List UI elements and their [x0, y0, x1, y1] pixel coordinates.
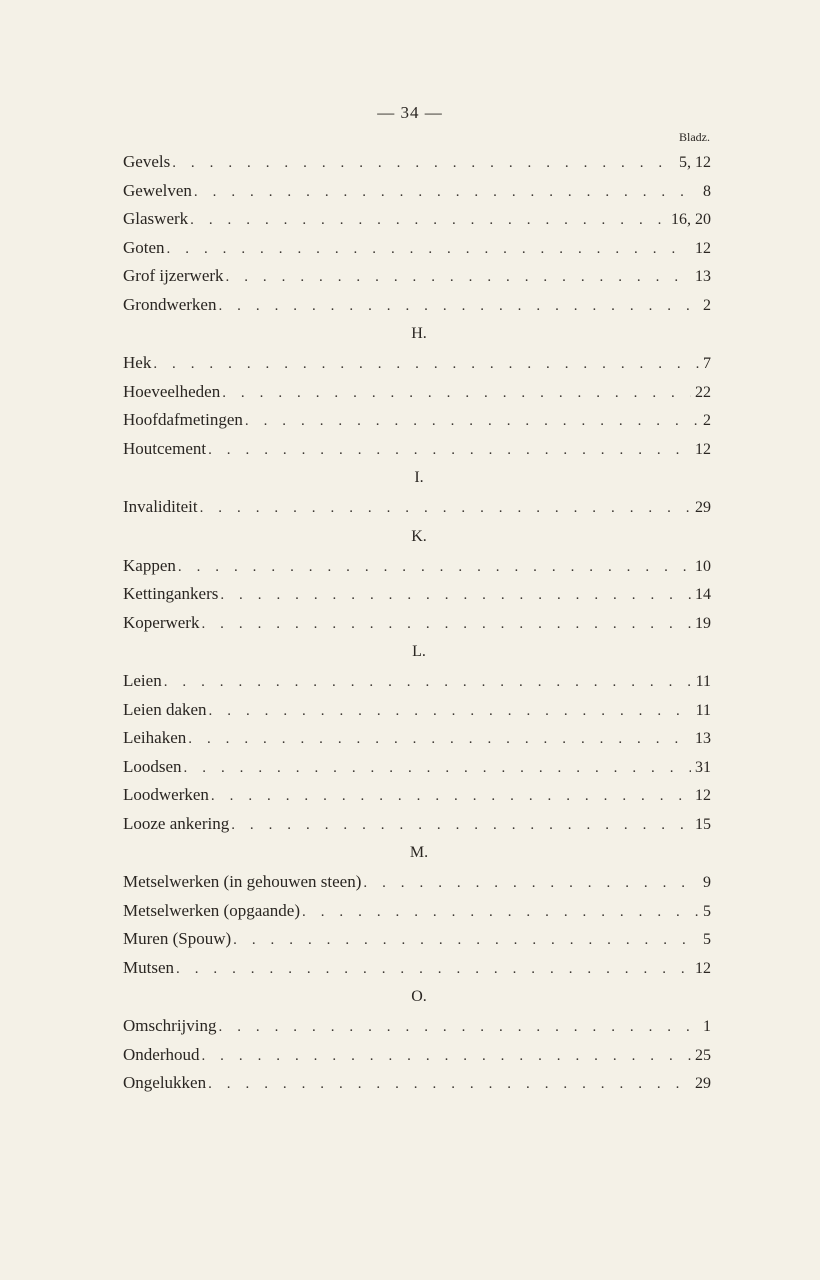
index-section — [123, 463, 711, 522]
entry-pages: 14 — [695, 586, 711, 603]
entry-pages: 22 — [695, 383, 711, 401]
entry-pages: 5 — [703, 902, 711, 920]
index-entry — [123, 925, 711, 954]
entry-pages: 12 — [695, 440, 711, 458]
entry-term: Loodsen — [123, 756, 182, 776]
index-section — [123, 148, 711, 319]
dot-leader — [201, 1042, 691, 1071]
dot-leader — [231, 811, 691, 840]
entry-term: Leihaken — [123, 728, 187, 747]
dot-leader — [219, 1013, 700, 1042]
entry-term: Ongelukken — [123, 1073, 207, 1092]
dot-leader — [153, 350, 699, 379]
index-entry — [123, 435, 711, 464]
index-entry — [123, 234, 711, 263]
dot-leader — [222, 379, 691, 408]
entry-pages: 5 — [703, 931, 711, 948]
dot-leader — [208, 1070, 691, 1099]
section-letter: H. — [411, 325, 427, 342]
entry-pages: 11 — [695, 673, 711, 690]
entry-pages: 12 — [695, 239, 711, 257]
entry-pages: 31 — [695, 758, 711, 776]
entry-term: Goten — [123, 237, 165, 257]
index-entry — [123, 406, 711, 435]
dot-leader — [208, 436, 691, 465]
section-letter: O. — [411, 988, 427, 1005]
dot-leader — [172, 149, 675, 178]
entry-term: Grof ijzerwerk — [123, 266, 224, 285]
index-entry — [123, 580, 711, 609]
dot-leader — [190, 206, 667, 235]
entry-pages: 25 — [695, 1046, 711, 1064]
index-entry — [123, 291, 711, 320]
index-section — [123, 522, 711, 638]
dot-leader — [245, 407, 699, 436]
dot-leader — [302, 898, 699, 927]
index-entry — [123, 177, 711, 206]
dot-leader — [178, 553, 691, 582]
entry-term: Metselwerken (opgaande) — [123, 900, 301, 920]
entry-term: Leien — [123, 671, 162, 690]
index-entry — [123, 1069, 711, 1098]
index-section — [123, 838, 711, 982]
section-letter: I. — [414, 469, 424, 486]
index-entry — [123, 378, 711, 407]
entry-term: Glaswerk — [123, 209, 189, 228]
dot-leader — [363, 869, 699, 898]
entry-term: Metselwerken (in gehouwen steen) — [123, 872, 362, 891]
index-section — [123, 637, 711, 838]
entry-term: Onderhoud — [123, 1044, 200, 1064]
entry-pages: 13 — [695, 268, 711, 285]
index-entry — [123, 262, 711, 291]
dot-leader — [226, 263, 691, 292]
index-entry — [123, 696, 711, 725]
entry-term: Gewelven — [123, 180, 192, 200]
entry-term: Kettingankers — [123, 584, 219, 603]
entry-term: Koperwerk — [123, 612, 200, 632]
section-letter: L. — [412, 643, 426, 660]
entry-pages: 12 — [695, 959, 711, 977]
entry-pages: 7 — [703, 355, 711, 372]
index-list — [123, 148, 711, 1098]
entry-term: Omschrijving — [123, 1016, 217, 1035]
entry-pages: 8 — [703, 182, 711, 200]
entry-pages: 15 — [695, 815, 711, 833]
index-section — [123, 982, 711, 1098]
entry-term: Hek — [123, 353, 152, 372]
entry-term: Hoofdafmetingen — [123, 410, 243, 429]
entry-pages: 2 — [703, 296, 711, 314]
dot-leader — [233, 926, 699, 955]
index-entry — [123, 810, 711, 839]
entry-pages: 29 — [695, 1075, 711, 1092]
index-entry — [123, 868, 711, 897]
index-entry — [123, 349, 711, 378]
index-entry — [123, 1012, 711, 1041]
entry-pages: 12 — [695, 787, 711, 804]
entry-term: Hoeveelheden — [123, 381, 221, 401]
index-entry — [123, 493, 711, 522]
entry-pages: 2 — [703, 412, 711, 429]
entry-pages: 9 — [703, 874, 711, 891]
index-entry — [123, 205, 711, 234]
index-entry — [123, 552, 711, 581]
entry-pages: 10 — [695, 557, 711, 575]
page-number: — 34 — — [377, 103, 443, 122]
entry-pages: 1 — [703, 1018, 711, 1035]
dot-leader — [167, 235, 691, 264]
dot-leader — [211, 782, 691, 811]
index-entry — [123, 667, 711, 696]
index-section — [123, 319, 711, 463]
entry-term: Grondwerken — [123, 294, 217, 314]
entry-pages: 19 — [695, 614, 711, 632]
entry-pages: 11 — [695, 701, 711, 719]
dot-leader — [209, 697, 692, 726]
entry-term: Mutsen — [123, 957, 174, 977]
entry-term: Leien daken — [123, 699, 207, 719]
entry-term: Muren (Spouw) — [123, 929, 232, 948]
dot-leader — [164, 668, 692, 697]
dot-leader — [194, 178, 699, 207]
dot-leader — [220, 581, 691, 610]
dot-leader — [188, 725, 691, 754]
index-entry — [123, 609, 711, 638]
entry-term: Loodwerken — [123, 785, 209, 804]
index-entry — [123, 724, 711, 753]
dot-leader — [201, 610, 691, 639]
dot-leader — [200, 494, 691, 523]
entry-term: Houtcement — [123, 438, 207, 458]
column-header: Bladz. — [679, 130, 710, 144]
entry-term: Invaliditeit — [123, 497, 198, 516]
entry-term: Looze ankering — [123, 813, 230, 833]
index-entry — [123, 897, 711, 926]
entry-term: Kappen — [123, 555, 176, 575]
index-entry — [123, 148, 711, 177]
dot-leader — [218, 292, 699, 321]
entry-pages: 5, 12 — [679, 154, 711, 171]
dot-leader — [184, 754, 691, 783]
entry-pages: 13 — [695, 730, 711, 747]
section-letter: M. — [409, 844, 429, 861]
index-entry — [123, 954, 711, 983]
section-letter: K. — [411, 527, 427, 545]
entry-pages: 16, 20 — [671, 211, 711, 228]
index-entry — [123, 753, 711, 782]
entry-term: Gevels — [123, 152, 171, 171]
dot-leader — [176, 955, 691, 984]
index-entry — [123, 781, 711, 810]
index-entry — [123, 1041, 711, 1070]
entry-pages: 29 — [695, 499, 711, 516]
